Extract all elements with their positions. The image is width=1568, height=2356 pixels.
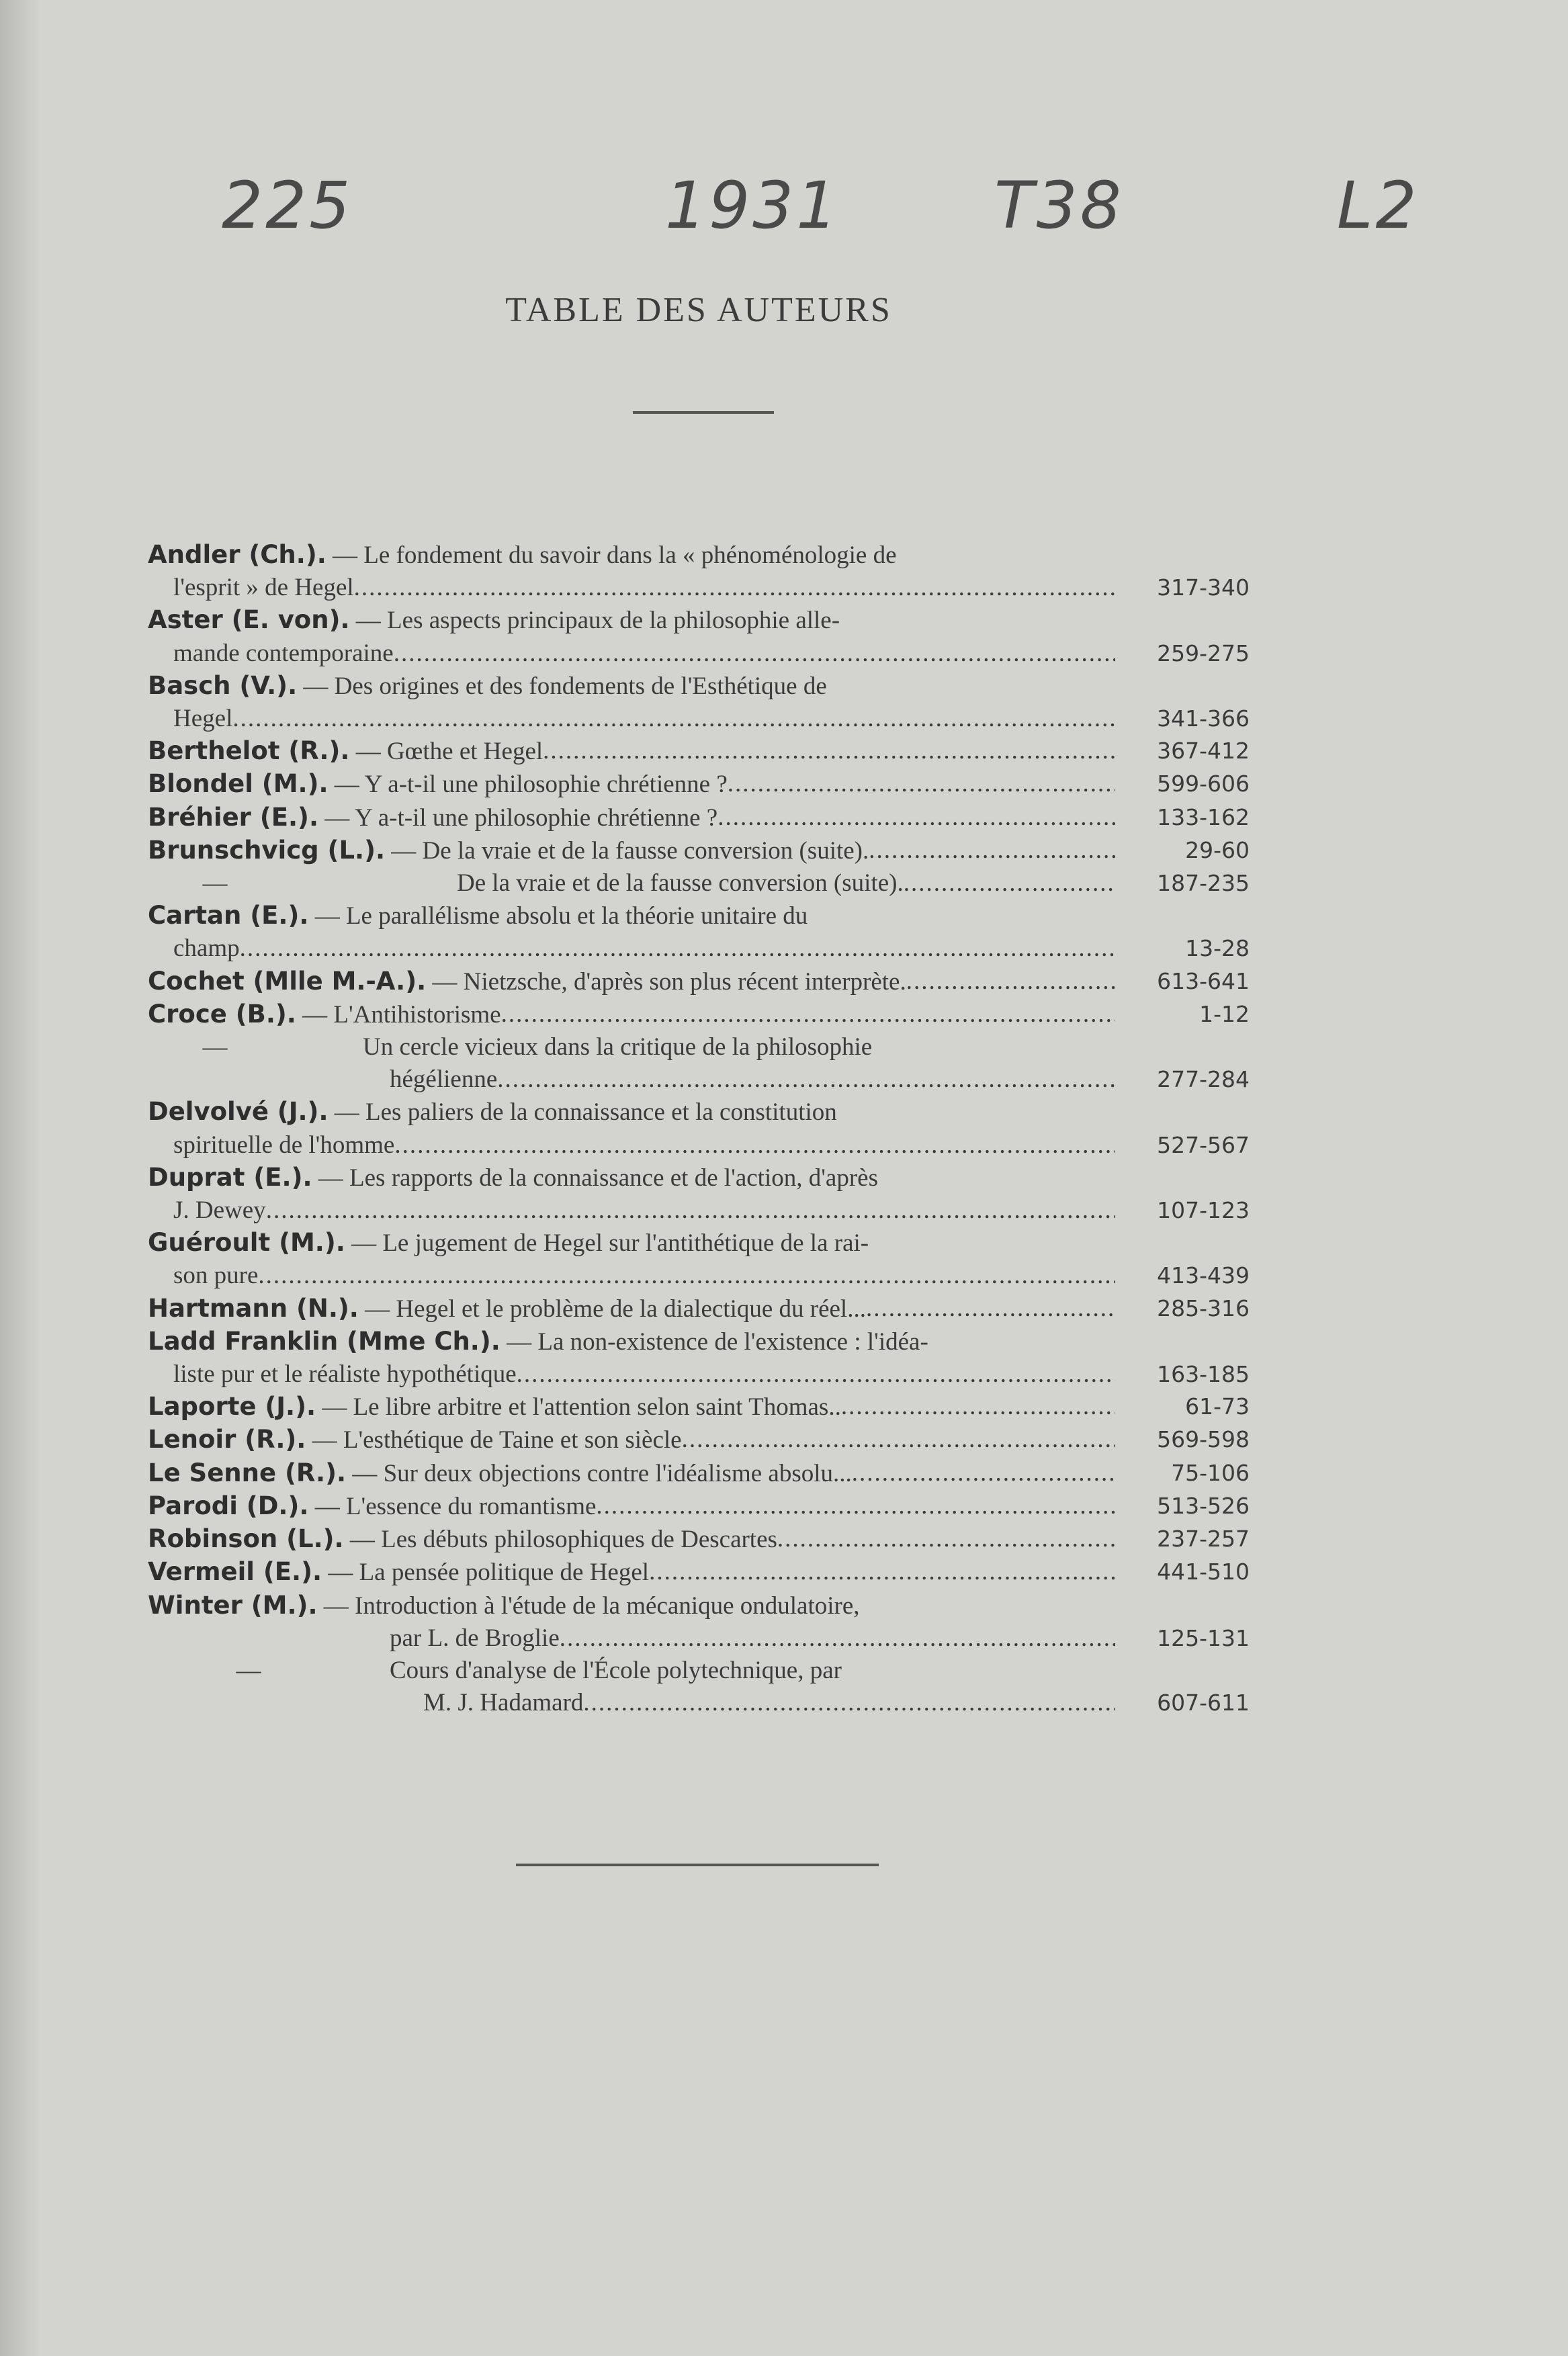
toc-entry bbox=[148, 1096, 1250, 1161]
page-range: 367-412 bbox=[1157, 738, 1250, 765]
page-range: 317-340 bbox=[1157, 574, 1250, 601]
article-title: — Hegel et le problème de la dialectique du réel... bbox=[365, 1295, 866, 1323]
page-range: 1-12 bbox=[1199, 1000, 1250, 1027]
article-title-cont: hégélienne bbox=[390, 1065, 498, 1094]
page-range: 259-275 bbox=[1157, 640, 1250, 666]
handwritten-note: L2 bbox=[1337, 168, 1420, 243]
handwritten-note: 1931 bbox=[665, 168, 840, 243]
author-name: Parodi (D.). bbox=[148, 1491, 309, 1520]
page-range: 527-567 bbox=[1157, 1131, 1250, 1158]
article-title: — Le parallélisme absolu et la théorie unitaire du bbox=[314, 902, 808, 930]
article-title-cont: liste pur et le réaliste hypothétique bbox=[173, 1360, 517, 1389]
toc-entry bbox=[148, 1523, 1250, 1556]
article-title-cont: spirituelle de l'homme bbox=[173, 1131, 395, 1159]
author-name: Le Senne (R.). bbox=[148, 1458, 347, 1487]
author-name: Delvolvé (J.). bbox=[148, 1097, 329, 1127]
author-name: Croce (B.). bbox=[148, 999, 296, 1029]
handwritten-note: 225 bbox=[222, 168, 353, 243]
article-title: Cours d'analyse de l'École polytechnique, par bbox=[390, 1656, 842, 1684]
author-index bbox=[148, 539, 1250, 1719]
article-title: — Le jugement de Hegel sur l'antithétique de la rai- bbox=[351, 1229, 869, 1258]
article-title: — Les paliers de la connaissance et la constitution bbox=[334, 1098, 837, 1127]
article-title: — Nietzsche, d'après son plus récent interprète. bbox=[432, 967, 906, 996]
author-name: Cochet (Mlle M.-A.). bbox=[148, 966, 427, 996]
toc-entry bbox=[148, 1424, 1250, 1456]
toc-entry bbox=[148, 1227, 1250, 1292]
author-name: Laporte (J.). bbox=[148, 1392, 316, 1422]
toc-entry bbox=[148, 670, 1250, 735]
ditto-dash: — bbox=[236, 1656, 261, 1684]
article-title-cont: J. Dewey bbox=[173, 1196, 266, 1225]
article-title: — Gœthe et Hegel bbox=[355, 738, 543, 766]
page-range: 277-284 bbox=[1157, 1066, 1250, 1093]
page-range: 613-641 bbox=[1157, 967, 1250, 994]
toc-entry bbox=[148, 801, 1250, 834]
article-title: — L'esthétique de Taine et son siècle bbox=[312, 1426, 682, 1454]
page-range: 341-366 bbox=[1157, 705, 1250, 732]
author-name: Bréhier (E.). bbox=[148, 802, 318, 832]
article-title: — Les aspects principaux de la philosophie alle- bbox=[355, 607, 840, 635]
article-title: — Les débuts philosophiques de Descartes bbox=[349, 1526, 777, 1554]
article-title-cont: par L. de Broglie bbox=[390, 1624, 560, 1652]
page-edge-shadow bbox=[0, 0, 40, 2356]
article-title: — L'essence du romantisme bbox=[314, 1492, 597, 1520]
article-title: — Le fondement du savoir dans la « phénoménologie de bbox=[333, 541, 897, 569]
page-range: 75-106 bbox=[1171, 1459, 1250, 1486]
page-range: 13-28 bbox=[1185, 935, 1250, 962]
toc-entry bbox=[148, 539, 1250, 604]
author-name: Cartan (E.). bbox=[148, 901, 309, 930]
divider bbox=[516, 1864, 879, 1866]
handwritten-note: T38 bbox=[994, 168, 1124, 243]
article-title: — Introduction à l'étude de la mécanique ondulatoire, bbox=[323, 1591, 860, 1620]
author-name: Aster (E. von). bbox=[148, 605, 350, 635]
toc-entry bbox=[148, 1655, 1250, 1719]
author-name: Berthelot (R.). bbox=[148, 736, 350, 766]
author-name: Lenoir (R.). bbox=[148, 1425, 306, 1454]
page-range: 187-235 bbox=[1157, 870, 1250, 897]
toc-entry bbox=[148, 1457, 1250, 1490]
ditto-dash: — bbox=[202, 1033, 228, 1061]
article-title: — Sur deux objections contre l'idéalisme absolu... bbox=[352, 1459, 852, 1487]
article-title: Un cercle vicieux dans la critique de la philosophie bbox=[363, 1033, 873, 1061]
page-range: 133-162 bbox=[1157, 803, 1250, 830]
article-title: — Y a-t-il une philosophie chrétienne ? bbox=[324, 803, 718, 832]
author-name: Winter (M.). bbox=[148, 1590, 318, 1620]
article-title: — Les rapports de la connaissance et de l'action, d'après bbox=[318, 1164, 878, 1192]
article-title-cont: son pure bbox=[173, 1262, 259, 1290]
page-range: 441-510 bbox=[1157, 1559, 1250, 1585]
article-title: — L'Antihistorisme bbox=[302, 1000, 501, 1029]
article-title-cont: champ bbox=[173, 934, 240, 963]
article-title-cont: mande contemporaine bbox=[173, 639, 394, 667]
page-range: 413-439 bbox=[1157, 1262, 1250, 1289]
toc-entry bbox=[148, 965, 1250, 998]
author-name: Hartmann (N.). bbox=[148, 1293, 359, 1323]
author-name: Duprat (E.). bbox=[148, 1162, 312, 1192]
page-title: TABLE DES AUTEURS bbox=[505, 291, 892, 329]
toc-entry bbox=[148, 834, 1250, 867]
page-range: 29-60 bbox=[1185, 836, 1250, 863]
toc-entry bbox=[148, 1490, 1250, 1523]
author-name: Robinson (L.). bbox=[148, 1524, 344, 1554]
article-title: — La non-existence de l'existence : l'idéa- bbox=[507, 1327, 928, 1356]
page-range: 125-131 bbox=[1157, 1624, 1250, 1651]
page-range: 107-123 bbox=[1157, 1197, 1250, 1224]
page-range: 237-257 bbox=[1157, 1526, 1250, 1553]
page-range: 163-185 bbox=[1157, 1361, 1250, 1388]
article-title: — De la vraie et de la fausse conversion (suite). bbox=[391, 836, 869, 865]
toc-entry bbox=[148, 1162, 1250, 1227]
article-title: — Le libre arbitre et l'attention selon saint Thomas.. bbox=[322, 1393, 841, 1422]
toc-entry bbox=[148, 867, 1250, 900]
article-title: De la vraie et de la fausse conversion (suite). bbox=[457, 869, 904, 898]
page-range: 569-598 bbox=[1157, 1426, 1250, 1453]
toc-entry bbox=[148, 768, 1250, 801]
toc-entry bbox=[148, 900, 1250, 965]
article-title: — Des origines et des fondements de l'Esthétique de bbox=[303, 672, 827, 700]
author-name: Basch (V.). bbox=[148, 670, 298, 700]
page-range: 513-526 bbox=[1157, 1492, 1250, 1519]
page-range: 285-316 bbox=[1157, 1295, 1250, 1321]
toc-entry bbox=[148, 1293, 1250, 1325]
toc-entry bbox=[148, 1391, 1250, 1424]
author-name: Vermeil (E.). bbox=[148, 1557, 322, 1587]
page-range: 607-611 bbox=[1157, 1690, 1250, 1716]
toc-entry bbox=[148, 1556, 1250, 1589]
author-name: Andler (Ch.). bbox=[148, 540, 326, 569]
article-title: — La pensée politique de Hegel bbox=[328, 1559, 650, 1587]
author-name: Blondel (M.). bbox=[148, 769, 329, 799]
author-name: Ladd Franklin (Mme Ch.). bbox=[148, 1326, 500, 1356]
toc-entry bbox=[148, 604, 1250, 669]
page-range: 599-606 bbox=[1157, 771, 1250, 797]
toc-entry bbox=[148, 998, 1250, 1031]
divider bbox=[633, 411, 774, 414]
article-title-cont: M. J. Hadamard bbox=[423, 1689, 584, 1717]
article-title: — Y a-t-il une philosophie chrétienne ? bbox=[334, 771, 728, 799]
author-name: Brunschvicg (L.). bbox=[148, 835, 386, 865]
ditto-dash: — bbox=[202, 869, 228, 898]
toc-entry bbox=[148, 1325, 1250, 1391]
toc-entry bbox=[148, 735, 1250, 768]
toc-entry bbox=[148, 1031, 1250, 1096]
article-title-cont: Hegel bbox=[173, 705, 233, 733]
article-title-cont: l'esprit » de Hegel bbox=[173, 574, 354, 602]
page-range: 61-73 bbox=[1185, 1393, 1250, 1420]
toc-entry bbox=[148, 1589, 1250, 1655]
author-name: Guéroult (M.). bbox=[148, 1228, 345, 1258]
